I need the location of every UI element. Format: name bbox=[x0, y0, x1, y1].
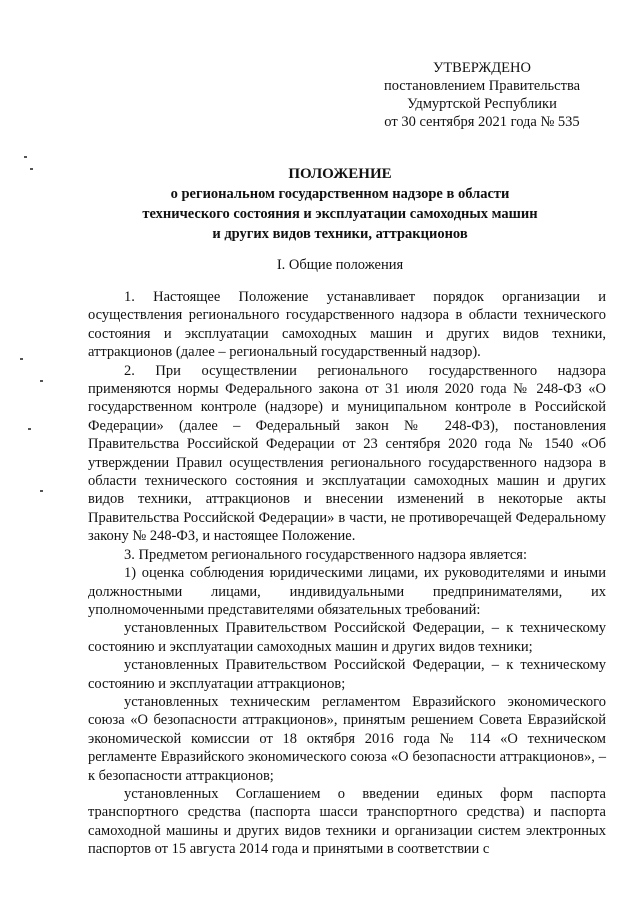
paragraph: 1. Настоящее Положение устанавливает порядок организации и осуществления регионального государственного надзора в области технического состояния и эксплуатации самоходных машин и других видов техники, аттракционов (далее – региональный государственный надзор). bbox=[88, 289, 606, 361]
document-title bbox=[60, 164, 620, 244]
paragraph: 3. Предметом регионального государственного надзора является: bbox=[124, 546, 527, 563]
approval-heading: УТВЕРЖДЕНО bbox=[433, 60, 531, 76]
title-main: ПОЛОЖЕНИЕ bbox=[288, 166, 392, 182]
paragraph: установленных Правительством Российской Федерации, – к техническому состоянию и эксплуатации самоходных машин и других видов техники; bbox=[88, 620, 606, 655]
paragraph: 2. При осуществлении регионального государственного надзора применяются нормы Федерального закона от 31 июля 2020 года № 248-ФЗ «О государственном контроле (надзоре) и муниципальном контроле в Российской Федерации» (далее – Федеральный закон № 248-ФЗ), постановления Правительства Российской Федерации от 23 сентября 2020 года № 1540 «Об утверждении Правил осуществления регионального государственного надзора в области технического состояния и эксплуатации самоходных машин и других видов техники, аттракционов и внесении изменений в некоторые акты Правительства Российской Федерации» в части, не противоречащей Федеральному закону № 248-ФЗ, и настоящее Положение. bbox=[88, 362, 606, 545]
scan-speck bbox=[40, 380, 43, 382]
paragraph: установленных Соглашением о введении единых форм паспорта транспортного средства (паспорта шасси транспортного средства) и паспорта самоходной машины и других видов техники и организации систем электронных паспортов от 15 августа 2014 года и принятыми в соответствии с bbox=[88, 785, 606, 858]
scan-speck bbox=[40, 490, 43, 492]
scan-speck bbox=[20, 358, 23, 360]
title-line: и других видов техники, аттракционов bbox=[212, 226, 468, 242]
approval-line: Удмуртской Республики bbox=[407, 96, 557, 112]
paragraph: установленных Правительством Российской Федерации, – к техническому состоянию и эксплуатации аттракционов; bbox=[88, 657, 606, 692]
approval-stamp bbox=[370, 59, 594, 131]
approval-line: постановлением Правительства bbox=[383, 78, 581, 94]
approval-date: от 30 сентября 2021 года № 535 bbox=[384, 114, 580, 130]
title-line: о региональном государственном надзоре в области bbox=[170, 186, 510, 202]
document-body bbox=[88, 288, 606, 859]
scan-speck bbox=[28, 428, 31, 430]
paragraph: 1) оценка соблюдения юридическими лицами, их руководителями и иными должностными лицами, индивидуальными предпринимателями, их уполномоченными представителями обязательных требований: bbox=[88, 565, 606, 618]
section-heading: I. Общие положения bbox=[276, 257, 404, 273]
scan-speck bbox=[24, 156, 27, 158]
scan-speck bbox=[30, 168, 33, 170]
title-line: технического состояния и эксплуатации самоходных машин bbox=[142, 206, 538, 222]
paragraph: установленных техническим регламентом Евразийского экономического союза «О безопасности аттракционов», принятым решением Совета Евразийской экономической комиссии от 18 октября 2016 года № 114 «О техническом регламенте Евразийского экономического союза «О безопасности аттракционов», – к безопасности аттракционов; bbox=[88, 693, 606, 784]
